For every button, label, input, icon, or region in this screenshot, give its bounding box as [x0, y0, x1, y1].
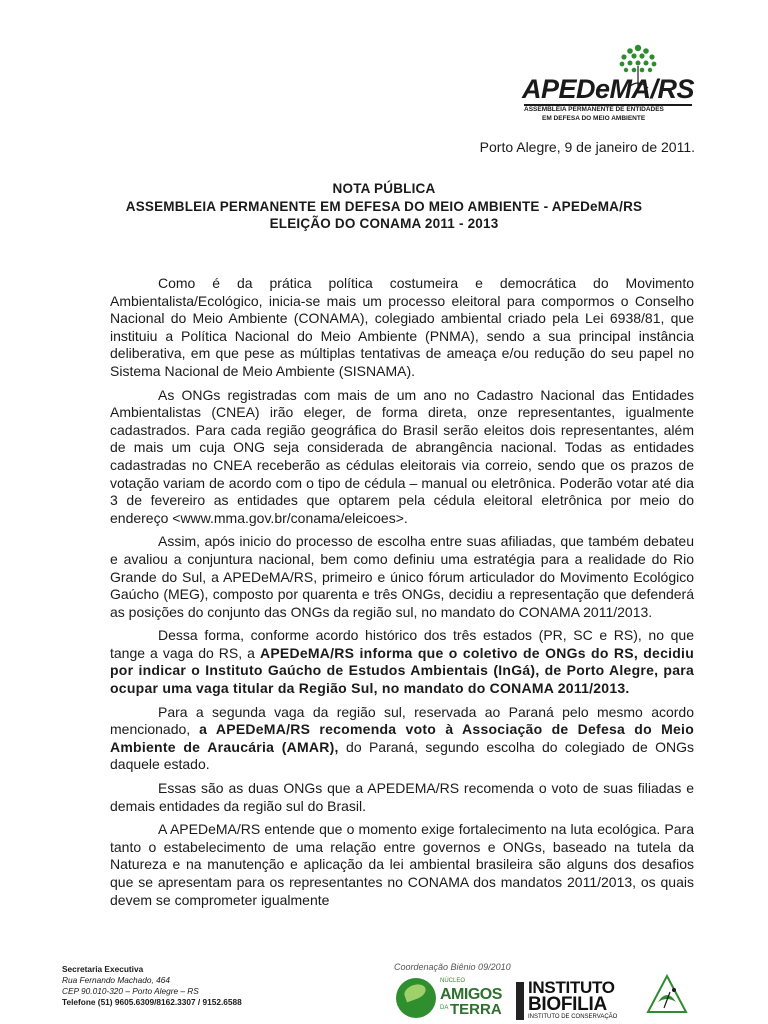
footer-address [62, 964, 242, 1008]
footer-address-line-1: Secretaria Executiva [62, 964, 144, 974]
partner2-line-3: INSTITUTO DE CONSERVAÇÃO [528, 1014, 618, 1020]
title-line-2: ASSEMBLEIA PERMANENTE EM DEFESA DO MEIO AMBIENTE - APEDeMA/RS [125, 198, 643, 214]
paragraph-4-bold: APEDeMA/RS informa que o coletivo de ONGs do RS, decidiu por indicar o Instituto Gaúcho de Estudos Ambientais (InGá), de Porto Alegre, para ocupar uma vaga titular da Região Sul, no mandato do CONAMA 2011/2013. [110, 644, 694, 697]
title-line-1: NOTA PÚBLICA [332, 181, 436, 196]
title-line-3: ELEIÇÃO DO CONAMA 2011 - 2013 [269, 216, 499, 231]
bird-tree-icon [644, 972, 690, 1020]
partner1-small-text: NÚCLEO [440, 978, 466, 984]
footer-address-line-4: Telefone (51) 9605.6309/8162.3307 / 9152.6588 [62, 997, 242, 1007]
logo-wordmark: APEDeMA/RS [522, 74, 695, 104]
footer-address-line-3: CEP 90.010-320 – Porto Alegre – RS [62, 986, 199, 996]
date-line: Porto Alegre, 9 de janeiro de 2011. [479, 139, 695, 155]
partner1-mid-text: DA [440, 1005, 449, 1011]
partner1-name: AMIGOS [440, 986, 502, 1003]
biofilia-bar-icon [516, 982, 524, 1020]
paragraph-4 [110, 627, 694, 697]
document-title [106, 180, 662, 233]
paragraph-1: Como é da prática política costumeira e democrática do Movimento Ambientalista/Ecológico, inicia-se mais um processo eleitoral para compormos o Conselho Nacional do Meio Ambiente (CONAMA), colegiado ambiental criado pela Lei 6938/81, que instituiu a Política Nacional do Meio Ambiente (PNMA), sendo a sua principal instância deliberativa, em que pese as múltiplas tentativas de ameaça e/ou redução do seu papel no Sistema Nacional de Meio Ambiente (SISNAMA). [110, 275, 694, 379]
partner2-line-1: INSTITUTO [528, 978, 615, 997]
footer-address-line-2: Rua Fernando Machado, 464 [62, 975, 170, 985]
paragraph-5-bold: a APEDeMA/RS recomenda voto à Associação de Defesa do Meio Ambiente de Araucária (AMAR), [110, 721, 694, 755]
paragraph-4-text: Dessa forma, conforme acordo histórico dos três estados (PR, SC e RS), no que tange a vaga do RS, a [110, 627, 694, 661]
apedema-logo [518, 42, 718, 132]
paragraph-5-text-b: do Paraná, segundo escolha do colegiado de ONGs daquele estado. [110, 738, 694, 773]
paragraph-6: Essas são as duas ONGs que a APEDEMA/RS recomenda o voto de suas filiadas e demais entidades da região sul do Brasil. [110, 780, 694, 814]
paragraph-5 [110, 704, 694, 774]
paragraph-3: Assim, após inicio do processo de escolha entre suas afiliadas, que também debateu e avaliou a conjuntura nacional, bem como definiu uma estratégia para a realidade do Rio Grande do Sul, a APEDeMA/RS, primeiro e único fórum articulador do Movimento Ecológico Gaúcho (MEG), composto por quarenta e três ONGs, decidiu a representação que defenderá as posições do conjunto das ONGs da região sul, no mandato do CONAMA 2011/2013. [110, 533, 694, 620]
partner2-line-2: BIOFILIA [528, 994, 607, 1015]
logo-subtitle-1: ASSEMBLÉIA PERMANENTE DE ENTIDADES [524, 106, 664, 113]
paragraph-5-text-a: Para a segunda vaga da região sul, reservada ao Paraná pelo mesmo acordo mencionado, [110, 703, 694, 738]
paragraph-7: A APEDeMA/RS entende que o momento exige fortalecimento na luta ecológica. Para tanto o estabelecimento de uma relação entre governos e ONGs, baseado na tutela da Natureza e na manutenção e aplicação da lei ambiental brasileira são alguns dos desafios que se apresentam para os representantes no CONAMA dos mandatos 2011/2013, os quais devem se comprometer igualmente [110, 821, 694, 908]
partner1-name-2: TERRA [450, 1001, 502, 1018]
logo-subtitle-2: EM DEFESA DO MEIO AMBIENTE [542, 115, 646, 122]
paragraph-2: As ONGs registradas com mais de um ano no Cadastro Nacional das Entidades Ambientalistas (CNEA) irão eleger, de forma direta, onze representantes, igualmente cadastrados. Para cada região geográfica do Brasil serão eleitos dois representantes, além de mais um cuja ONG seja considerada de abrangência nacional. Todas as entidades cadastradas no CNEA receberão as cédulas eleitorais via correio, sendo que os prazos de votação variam de acordo com o tipo de cédula – manual ou eletrônica. Poderão votar até dia 3 de fevereiro as entidades que optarem pela cédula eleitoral eletrônica por meio do endereço <www.mma.gov.br/conama/eleicoes>. [110, 386, 694, 526]
amigos-da-terra-logo [396, 975, 506, 1023]
document-body [110, 275, 694, 915]
instituto-biofilia-logo [516, 978, 634, 1024]
coordination-label: Coordenação Biênio 09/2010 [394, 962, 511, 972]
